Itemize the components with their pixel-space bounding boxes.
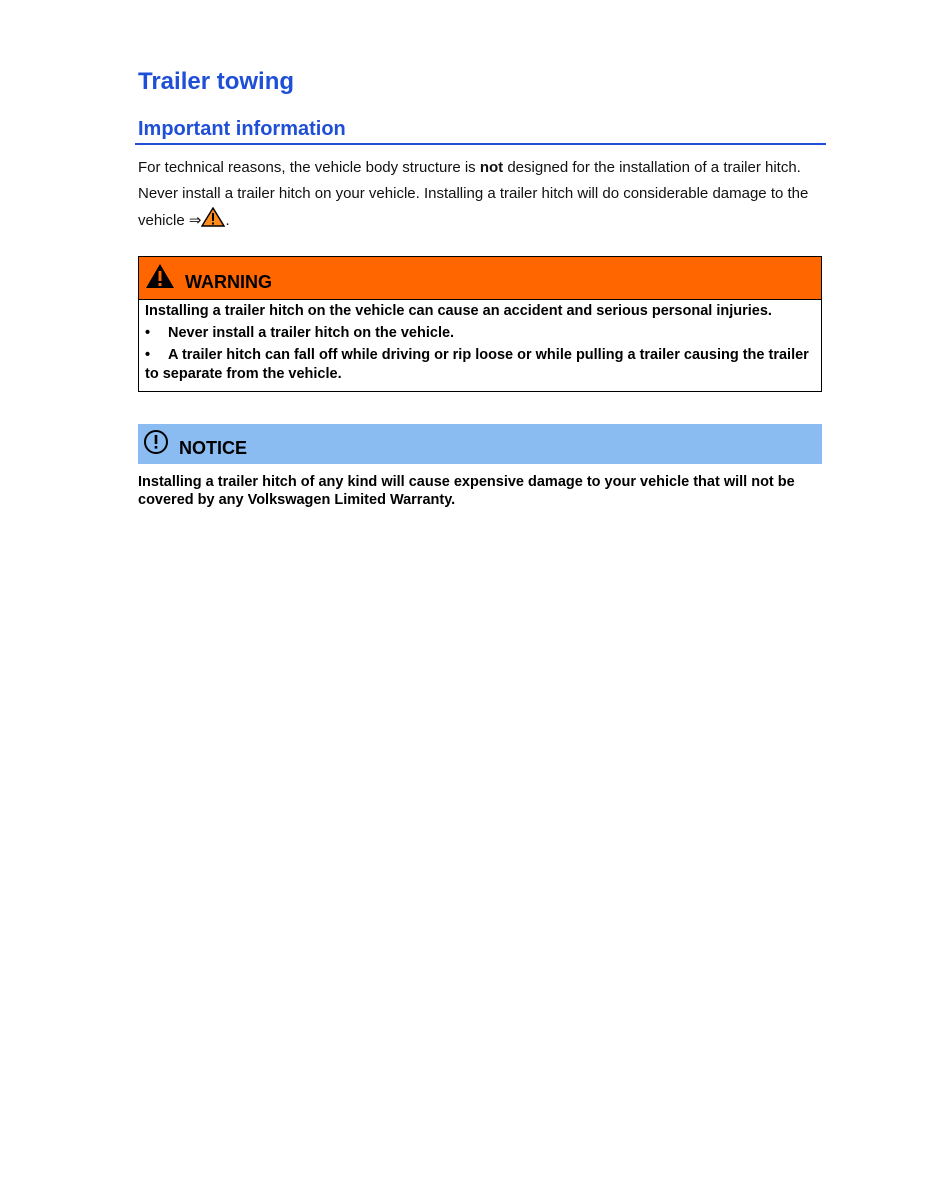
warning-label: WARNING: [185, 271, 272, 292]
warning-list-item: [145, 346, 815, 384]
page-title: Trailer towing: [138, 68, 295, 95]
notice-header: [138, 424, 822, 464]
notice-box: [138, 424, 822, 509]
warning-statement: Installing a trailer hitch on the vehicle can cause an accident and serious personal injuries.: [145, 303, 772, 319]
warning-header: [139, 257, 821, 300]
document-page: [138, 66, 826, 509]
intro-line-3-end: .: [225, 212, 230, 229]
warning-list-item: [145, 324, 815, 343]
intro-text-end: designed for the installation of a trailer hitch.: [503, 159, 801, 176]
intro-text-start: For technical reasons, the vehicle body structure is: [138, 159, 480, 176]
warning-body: [139, 300, 821, 391]
notice-text: Installing a trailer hitch of any kind will cause expensive damage to your vehicle that will not be covered by any Volkswagen Limited Warranty.: [138, 474, 795, 508]
intro-bold-word: not: [479, 159, 504, 176]
intro-line-2: Never install a trailer hitch on your vehicle. Installing a trailer hitch will do considerable damage to the: [138, 185, 809, 202]
bullet-symbol: •: [145, 325, 151, 341]
warning-box: [138, 256, 822, 392]
section-title: Important information: [135, 116, 826, 145]
warning-triangle-icon: [145, 263, 175, 294]
warning-item-text: A trailer hitch can fall off while driving or rip loose or while pulling a trailer causing the trailer to separate from the vehicle.: [145, 347, 809, 382]
warning-reference-icon[interactable]: [201, 207, 225, 236]
intro-line-3: vehicle ⇒: [138, 212, 202, 229]
bullet-symbol: •: [145, 347, 151, 363]
notice-label: NOTICE: [179, 437, 248, 458]
warning-item-text: Never install a trailer hitch on the vehicle.: [168, 325, 455, 341]
intro-paragraph: [138, 155, 826, 236]
exclamation-circle-icon: [143, 429, 169, 460]
